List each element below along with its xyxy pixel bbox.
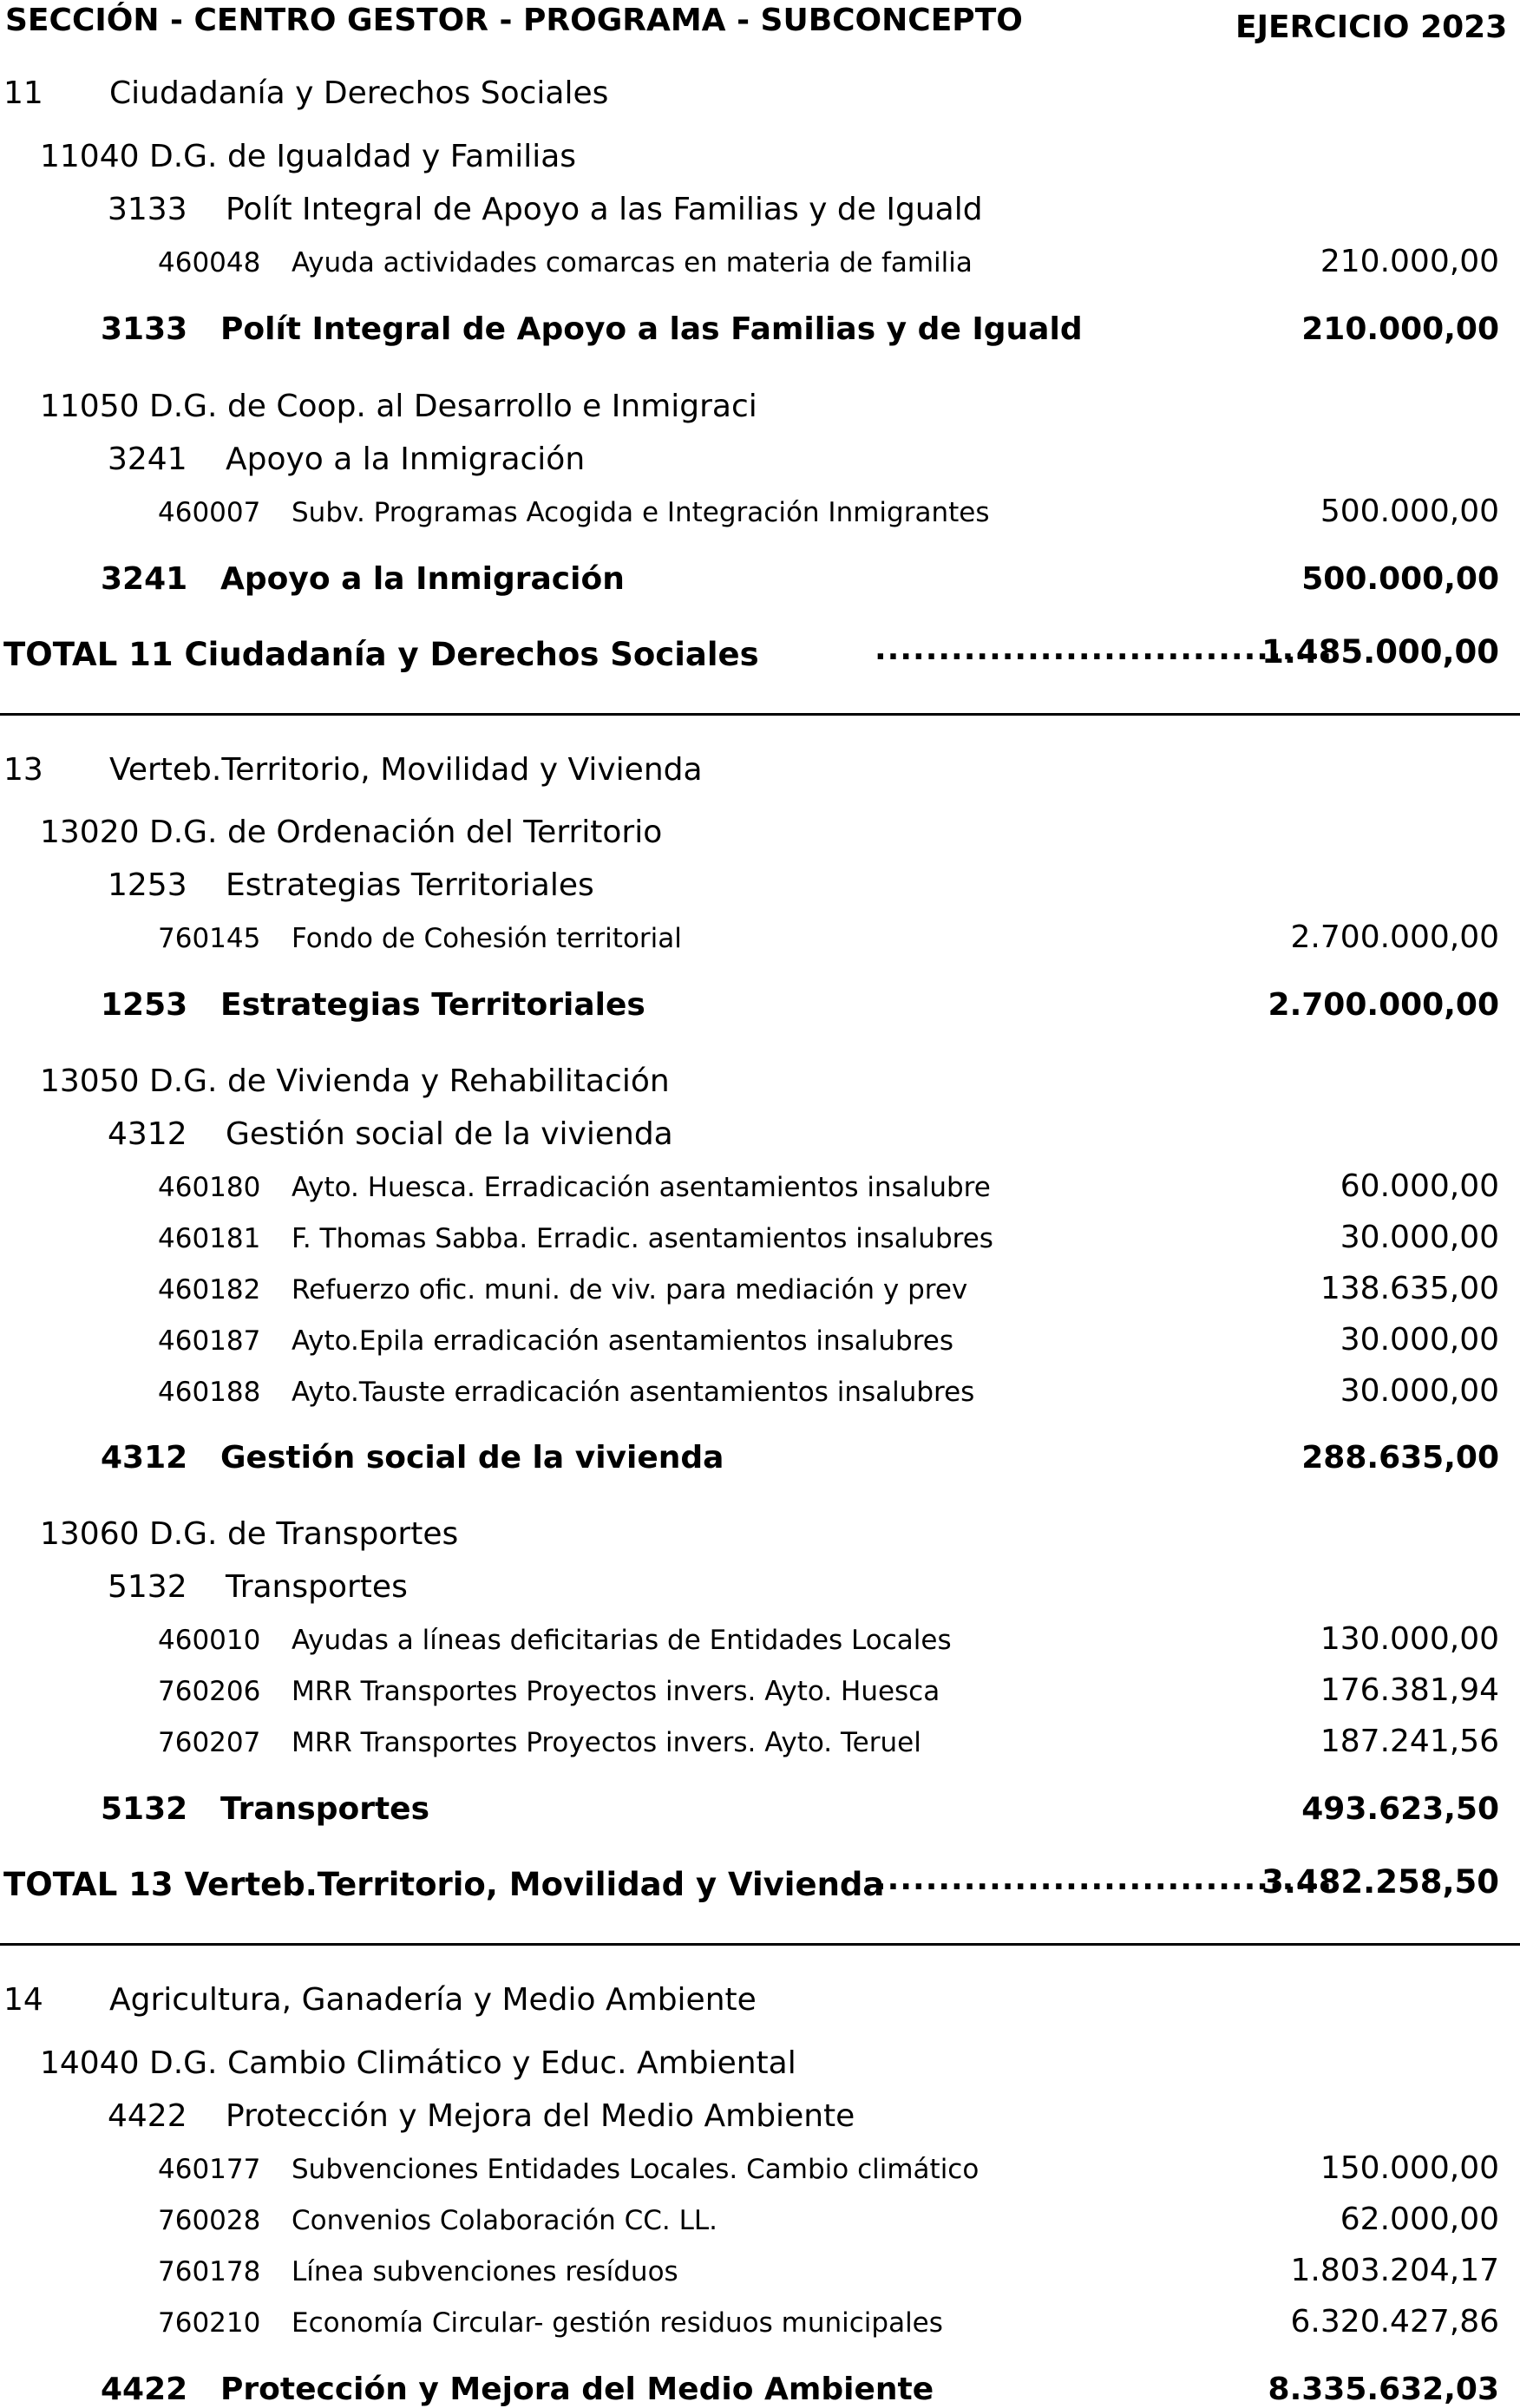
subconcept-description: Línea subvenciones resíduos — [292, 2256, 678, 2287]
section-name: Ciudadanía y Derechos Sociales — [109, 75, 609, 111]
dot-leader: .................................... — [875, 631, 1333, 667]
subconcept-code: 460187 — [158, 1325, 261, 1357]
subconcept-description: Ayudas a líneas deficitarias de Entidades Locales — [292, 1625, 952, 1656]
subconcept-description: Refuerzo ofic. muni. de viv. para mediación y prev — [292, 1274, 968, 1305]
program-name: Estrategias Territoriales — [226, 867, 594, 903]
subconcept-code: 760210 — [158, 2307, 261, 2339]
subconcept-description: MRR Transportes Proyectos invers. Ayto. Teruel — [292, 1727, 921, 1758]
subconcept-description: Ayto. Huesca. Erradicación asentamientos insalubre — [292, 1172, 991, 1203]
center-name: D.G. de Igualdad y Familias — [149, 139, 577, 174]
subconcept-code: 460177 — [158, 2154, 261, 2185]
program-code: 4312 — [108, 1116, 187, 1152]
center-code: 13050 — [40, 1063, 140, 1099]
subconcept-amount: 62.000,00 — [1340, 2202, 1499, 2237]
program-total-amount: 2.700.000,00 — [1268, 987, 1499, 1023]
subconcept-amount: 176.381,94 — [1320, 1672, 1499, 1708]
program-total-name: Apoyo a la Inmigración — [220, 561, 625, 597]
program-total-code: 3133 — [101, 311, 188, 347]
subconcept-description: Ayto.Tauste erradicación asentamientos insalubres — [292, 1377, 975, 1408]
program-total-name: Gestión social de la vivienda — [220, 1440, 724, 1476]
center-code: 13020 — [40, 815, 140, 850]
program-name: Protección y Mejora del Medio Ambiente — [226, 2098, 855, 2134]
program-total-name: Protección y Mejora del Medio Ambiente — [220, 2372, 934, 2407]
column-header-left: SECCIÓN - CENTRO GESTOR - PROGRAMA - SUBCONCEPTO — [5, 3, 1023, 38]
subconcept-code: 460048 — [158, 247, 261, 278]
program-name: Transportes — [226, 1569, 408, 1605]
center-code: 11040 — [40, 139, 140, 174]
subconcept-description: Convenios Colaboración CC. LL. — [292, 2205, 718, 2236]
subconcept-description: Subvenciones Entidades Locales. Cambio climático — [292, 2154, 979, 2185]
subconcept-code: 760206 — [158, 1676, 261, 1707]
dot-leader: .................................... — [875, 1862, 1333, 1897]
subconcept-description: F. Thomas Sabba. Erradic. asentamientos insalubres — [292, 1223, 993, 1254]
section-name: Verteb.Territorio, Movilidad y Vivienda — [109, 752, 703, 788]
subconcept-amount: 2.700.000,00 — [1290, 919, 1499, 955]
center-code: 14040 — [40, 2045, 140, 2081]
center-name: D.G. Cambio Climático y Educ. Ambiental — [149, 2045, 796, 2081]
subconcept-amount: 187.241,56 — [1320, 1724, 1499, 1759]
subconcept-code: 760207 — [158, 1727, 261, 1758]
program-name: Gestión social de la vivienda — [226, 1116, 673, 1152]
fiscal-year-header: EJERCICIO 2023 — [1235, 10, 1508, 45]
section-total-label: TOTAL 13 Verteb.Territorio, Movilidad y Vivienda — [3, 1866, 885, 1903]
program-total-amount: 288.635,00 — [1301, 1440, 1499, 1476]
program-total-code: 3241 — [101, 561, 188, 597]
program-total-code: 1253 — [101, 987, 188, 1023]
program-name: Apoyo a la Inmigración — [226, 442, 586, 477]
subconcept-description: Economía Circular- gestión residuos municipales — [292, 2307, 943, 2339]
section-total-amount: 3.482.258,50 — [1261, 1863, 1499, 1901]
section-name: Agricultura, Ganadería y Medio Ambiente — [109, 1982, 757, 2018]
subconcept-code: 460182 — [158, 1274, 261, 1305]
program-code: 1253 — [108, 867, 187, 903]
center-name: D.G. de Coop. al Desarrollo e Inmigraci — [149, 389, 757, 424]
section-total-amount: 1.485.000,00 — [1261, 633, 1499, 671]
subconcept-code: 760028 — [158, 2205, 261, 2236]
subconcept-amount: 60.000,00 — [1340, 1168, 1499, 1204]
subconcept-amount: 138.635,00 — [1320, 1271, 1499, 1306]
program-total-name: Estrategias Territoriales — [220, 987, 645, 1023]
program-code: 3133 — [108, 192, 187, 227]
program-code: 5132 — [108, 1569, 187, 1605]
subconcept-amount: 130.000,00 — [1320, 1621, 1499, 1657]
section-code: 13 — [3, 752, 43, 788]
subconcept-code: 460181 — [158, 1223, 261, 1254]
program-total-amount: 8.335.632,03 — [1268, 2372, 1499, 2407]
section-divider — [0, 713, 1520, 716]
subconcept-description: Fondo de Cohesión territorial — [292, 923, 682, 954]
program-code: 3241 — [108, 442, 187, 477]
subconcept-amount: 150.000,00 — [1320, 2150, 1499, 2186]
section-divider — [0, 1943, 1520, 1946]
subconcept-description: MRR Transportes Proyectos invers. Ayto. Huesca — [292, 1676, 940, 1707]
center-code: 13060 — [40, 1516, 140, 1552]
subconcept-amount: 1.803.204,17 — [1290, 2253, 1499, 2288]
subconcept-code: 460010 — [158, 1625, 261, 1656]
subconcept-code: 760145 — [158, 923, 261, 954]
program-name: Polít Integral de Apoyo a las Familias y de Iguald — [226, 192, 983, 227]
program-total-amount: 500.000,00 — [1301, 561, 1499, 597]
section-code: 11 — [3, 75, 43, 111]
center-name: D.G. de Vivienda y Rehabilitación — [149, 1063, 670, 1099]
subconcept-amount: 30.000,00 — [1340, 1373, 1499, 1409]
program-total-code: 4312 — [101, 1440, 188, 1476]
program-total-code: 4422 — [101, 2372, 188, 2407]
program-total-amount: 493.623,50 — [1301, 1791, 1499, 1827]
subconcept-description: Subv. Programas Acogida e Integración Inmigrantes — [292, 497, 990, 528]
subconcept-code: 460188 — [158, 1377, 261, 1408]
center-code: 11050 — [40, 389, 140, 424]
subconcept-description: Ayto.Epila erradicación asentamientos insalubres — [292, 1325, 953, 1357]
program-total-name: Polít Integral de Apoyo a las Familias y de Iguald — [220, 311, 1083, 347]
program-total-name: Transportes — [220, 1791, 430, 1827]
subconcept-code: 460180 — [158, 1172, 261, 1203]
subconcept-amount: 30.000,00 — [1340, 1220, 1499, 1255]
subconcept-amount: 6.320.427,86 — [1290, 2304, 1499, 2339]
subconcept-code: 460007 — [158, 497, 261, 528]
program-total-amount: 210.000,00 — [1301, 311, 1499, 347]
section-total-label: TOTAL 11 Ciudadanía y Derechos Sociales — [3, 636, 759, 673]
center-name: D.G. de Transportes — [149, 1516, 459, 1552]
center-name: D.G. de Ordenación del Territorio — [149, 815, 663, 850]
subconcept-amount: 210.000,00 — [1320, 244, 1499, 279]
subconcept-amount: 500.000,00 — [1320, 494, 1499, 529]
subconcept-code: 760178 — [158, 2256, 261, 2287]
program-code: 4422 — [108, 2098, 187, 2134]
program-total-code: 5132 — [101, 1791, 188, 1827]
subconcept-description: Ayuda actividades comarcas en materia de familia — [292, 247, 973, 278]
subconcept-amount: 30.000,00 — [1340, 1322, 1499, 1358]
section-code: 14 — [3, 1982, 43, 2018]
